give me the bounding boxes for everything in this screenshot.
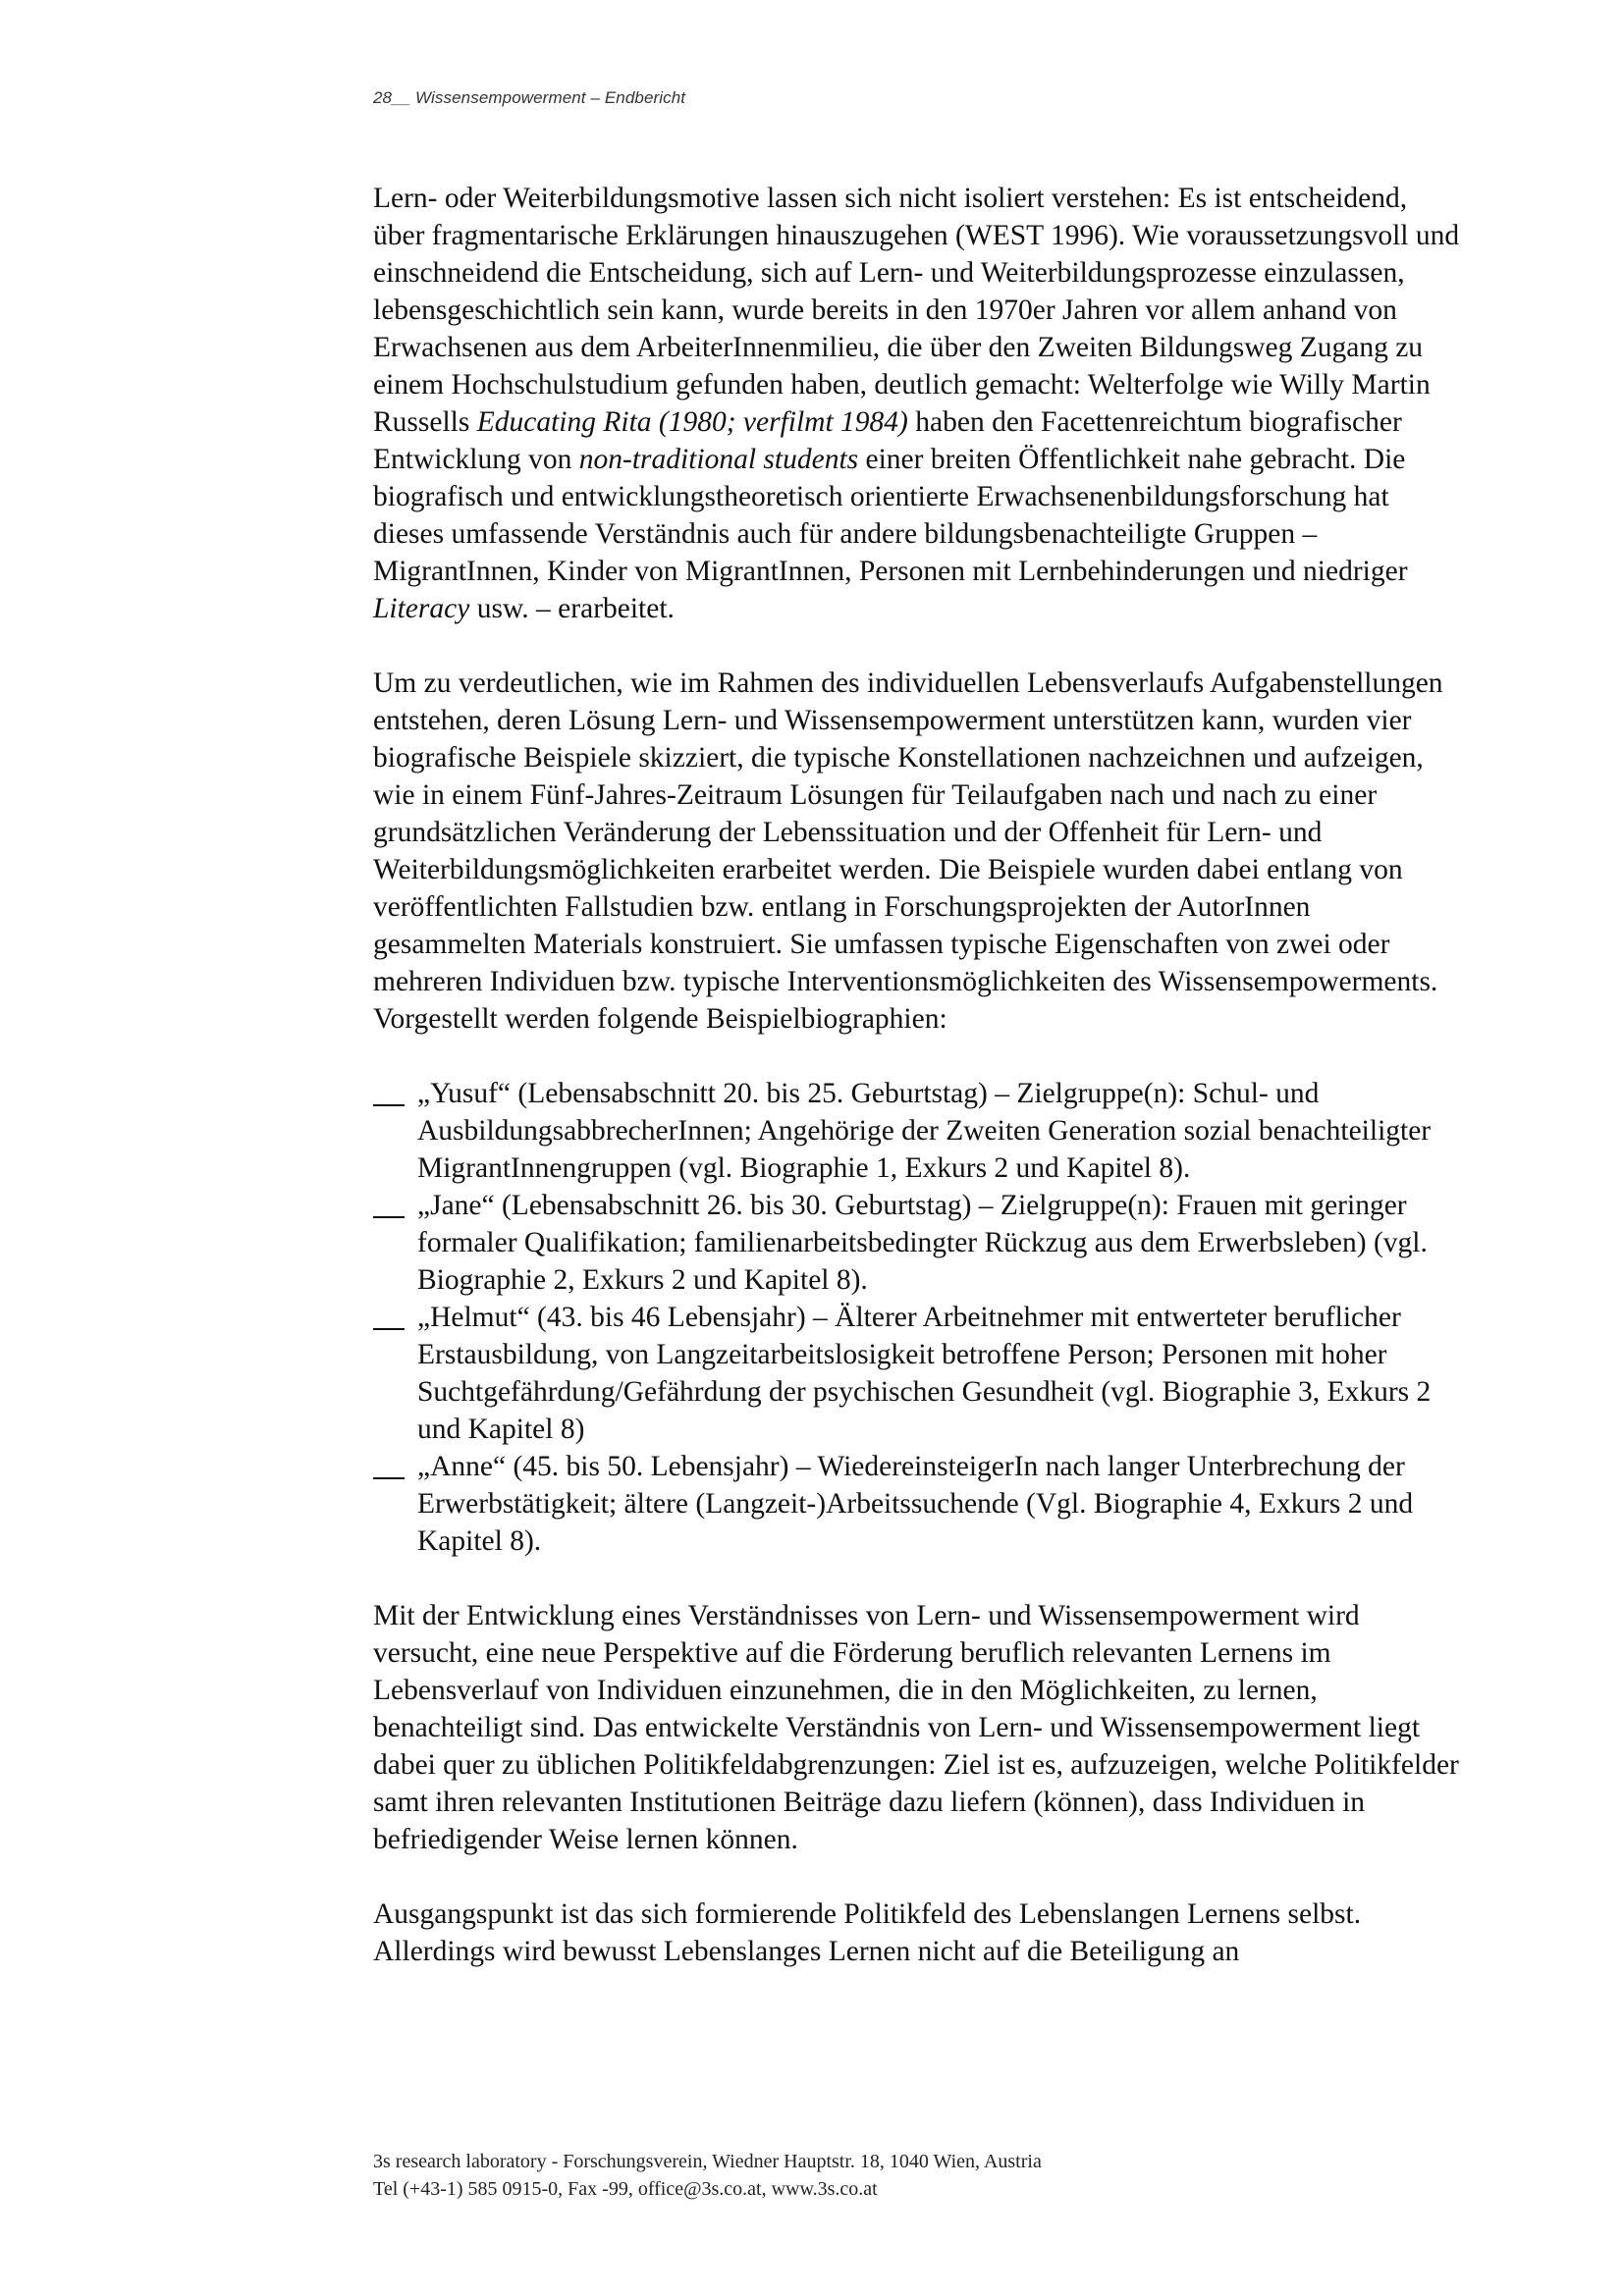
body-text — [373, 180, 1463, 1970]
biography-list — [373, 1075, 1463, 1560]
biography-yusuf: „Yusuf“ (Lebensabschnitt 20. bis 25. Geburtstag) – Zielgruppe(n): Schul- und AusbildungsabbrecherInnen; Angehörige der Zweiten Generation sozial benachteiligter MigrantInnengruppen (vgl. Biographie 1, Exkurs 2 und Kapitel 8). — [417, 1078, 1432, 1184]
biography-jane: „Jane“ (Lebensabschnitt 26. bis 30. Geburtstag) – Zielgruppe(n): Frauen mit geringer formaler Qualifikation; familienarbeitsbedingter Rückzug aus dem Erwerbsleben) (vgl. Biographie 2, Exkurs 2 und Kapitel 8). — [417, 1190, 1428, 1296]
paragraph-intro-text-1: Lern- oder Weiterbildungsmotive lassen sich nicht isoliert verstehen: Es ist entscheidend, über fragmentarische Erklärungen hinauszugehen (WEST 1996). Wie voraussetzungsvoll und einschneidend die Entscheidung, sich auf Lern- und Weiterbildungsprozesse einzulassen, lebensgeschichtlich sein kann, wurde bereits in den 1970er Jahren vor allem anhand von Erwachsenen aus dem ArbeiterInnenmilieu, die über den Zweiten Bildungsweg Zugang zu einem Hochschulstudium gefunden haben, deutlich gemacht: Welterfolge wie Willy Martin Russells — [373, 183, 1460, 438]
paragraph-intro-text-4: usw. – erarbeitet. — [469, 593, 675, 624]
paragraph-starting-point: Ausgangspunkt ist das sich formierende Politikfeld des Lebenslangen Lernens selbst. Allerdings wird bewusst Lebenslanges Lernen nicht auf die Beteiligung an — [373, 1898, 1362, 1967]
list-item — [373, 1299, 1463, 1448]
paragraph-perspective: Mit der Entwicklung eines Verständnisses von Lern- und Wissensempowerment wird versucht, eine neue Perspektive auf die Förderung beruflich relevanten Lernens im Lebensverlauf von Individuen einzunehmen, die in den Möglichkeiten, zu lernen, benachteiligt sind. Das entwickelte Verständnis von Lern- und Wissensempowerment liegt dabei quer zu üblichen Politikfeldabgrenzungen: Ziel ist es, aufzuzeigen, welche Politikfelder samt ihren relevanten Institutionen Beiträge dazu liefern (können), dass Individuen in befriedigender Weise lernen können. — [373, 1600, 1459, 1855]
dash-bullet-icon — [373, 1075, 406, 1112]
paragraph-examples: Um zu verdeutlichen, wie im Rahmen des individuellen Lebensverlaufs Aufgabenstellungen entstehen, deren Lösung Lern- und Wissensempowerment unterstützen kann, wurden vier biografische Beispiele skizziert, die typische Konstellationen nachzeichnen und aufzeigen, wie in einem Fünf-Jahres-Zeitraum Lösungen für Teilaufgaben nach und nach zu einer grundsätzlichen Veränderung der Lebenssituation und der Offenheit für Lern- und Weiterbildungsmöglichkeiten erarbeitet werden. Die Beispiele wurden dabei entlang von veröffentlichten Fallstudien bzw. entlang in Forschungsprojekten der AutorInnen gesammelten Materials konstruiert. Sie umfassen typische Eigenschaften von zwei oder mehreren Individuen bzw. typische Interventionsmöglichkeiten des Wissensempowerments. Vorgestellt werden folgende Beispielbiographien: — [373, 667, 1443, 1035]
dash-bullet-icon — [373, 1187, 406, 1224]
footer-address: 3s research laboratory - Forschungsverein, Wiedner Hauptstr. 18, 1040 Wien, Austria — [373, 2151, 1042, 2172]
biography-anne: „Anne“ (45. bis 50. Lebensjahr) – WiedereinsteigerIn nach langer Unterbrechung der Erwerbstätigkeit; ältere (Langzeit-)Arbeitssuchende (Vgl. Biographie 4, Exkurs 2 und Kapitel 8). — [417, 1451, 1414, 1557]
biography-helmut: „Helmut“ (43. bis 46 Lebensjahr) – Älterer Arbeitnehmer mit entwerteter beruflicher Erstausbildung, von Langzeitarbeitslosigkeit betroffene Person; Personen mit hoher Suchtgefährdung/Gefährdung der psychischen Gesundheit (vgl. Biographie 3, Exkurs 2 und Kapitel 8) — [417, 1302, 1432, 1445]
term-literacy: Literacy — [373, 593, 470, 624]
dash-bullet-icon — [373, 1448, 406, 1485]
paragraph-intro-text-3: einer breiten Öffentlichkeit nahe gebracht. Die biografisch und entwicklungstheoretisch orientierte Erwachsenenbildungsforschung hat dieses umfassende Verständnis auch für andere bildungsbenachteiligte Gruppen – MigrantInnen, Kinder von MigrantInnen, Personen mit Lernbehinderungen und niedriger — [373, 444, 1408, 587]
list-item — [373, 1075, 1463, 1187]
list-item — [373, 1187, 1463, 1299]
paragraph-intro-text-2: haben den Facettenreichtum biografischer Entwicklung von — [373, 406, 1402, 475]
term-non-traditional-students: non-traditional students — [578, 444, 859, 475]
list-item — [373, 1448, 1463, 1560]
title-educating-rita: Educating Rita (1980; verfilmt 1984) — [476, 406, 908, 438]
running-head: 28__ Wissensempowerment – Endbericht — [373, 88, 686, 107]
dash-bullet-icon — [373, 1299, 406, 1336]
page-footer — [373, 2148, 1042, 2203]
paragraph-intro — [373, 180, 1463, 627]
footer-contact: Tel (+43-1) 585 0915-0, Fax -99, office@3s.co.at, www.3s.co.at — [373, 2178, 878, 2200]
